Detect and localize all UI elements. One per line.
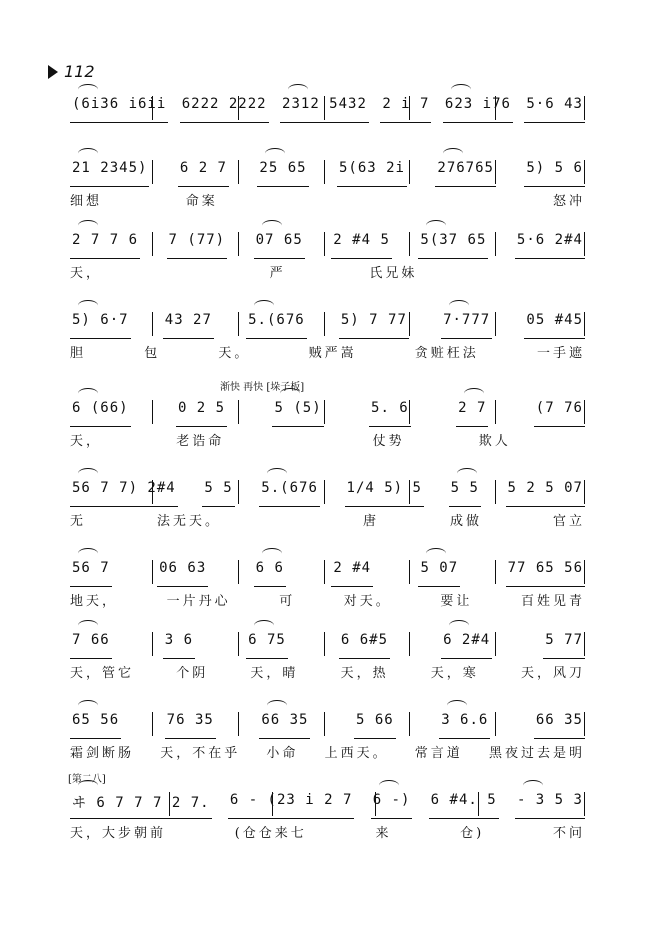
lyric-row [70,822,585,841]
bar-line [324,312,325,336]
measure: 66 35 [534,712,585,736]
lyric: 天。 [218,346,251,361]
measure: 5 07 [418,560,460,584]
lyric: 上西天。 [324,746,389,761]
bar-line [409,312,410,336]
bar-line [324,232,325,256]
bar-line [152,400,153,424]
bar-line [169,792,170,816]
note-row [70,560,585,584]
measure: 6 6 [254,560,286,584]
bar-line [584,312,585,336]
lyric: 成做 [449,514,482,529]
slur [78,700,98,711]
bar-line [152,632,153,656]
note-row [70,712,585,736]
bar-line [152,232,153,256]
lyric: 可 [279,594,296,609]
bar-line [584,96,585,120]
lyric: 老诰命 [176,434,225,449]
measure: 6 (66) [70,400,131,424]
slur [267,468,287,479]
slur [288,84,308,95]
measure: 5) 6·7 [70,312,131,336]
bar-line [584,480,585,504]
lyric: 天，风刀 [520,666,585,681]
bar-line [238,96,239,120]
bar-line [478,792,479,816]
measure: 5 77 [543,632,585,656]
lyric: 来 [375,826,392,841]
lyric: 天，管它 [70,666,135,681]
slur [265,148,285,159]
measure: 6 #4. 5 [429,792,499,816]
lyric: 怒冲 [552,194,585,209]
lyric: (仓仓来七 [234,826,307,841]
measure: 7 66 [70,632,112,656]
measure: ヰ 6 7 7 7 2 7. [70,792,212,816]
slur [78,780,98,791]
note-row [70,632,585,656]
bar-line [272,792,273,816]
measure: 5 (5) [272,400,323,424]
measure: 6 75 [246,632,288,656]
lyric: 贪赃枉法 [414,346,479,361]
bar-line [584,160,585,184]
bar-line [584,792,585,816]
slur [449,300,469,311]
lyric: 个阴 [176,666,209,681]
slur [78,468,98,479]
tempo-marking: [第二八] [68,774,106,785]
measure: 623 i76 [443,96,513,120]
measure: 3 6.6 [439,712,490,736]
lyric-row [70,742,585,761]
measure: 5(37 65 [418,232,488,256]
measure: 2 7 [456,400,488,424]
lyric: 无 [70,514,87,529]
bar-line [238,160,239,184]
measure: 2 i 7 [380,96,431,120]
measure: 5.(676 [259,480,320,504]
lyric: 细想 [70,194,103,209]
measure: 43 27 [163,312,214,336]
bar-line [584,232,585,256]
slur [262,548,282,559]
bar-line [409,160,410,184]
bar-line [152,560,153,584]
note-row [70,160,585,184]
lyric: 不问 [552,826,585,841]
slur [451,84,471,95]
lyric: 百姓见青 [520,594,585,609]
slur [267,700,287,711]
bar-line [238,632,239,656]
measure: 25 65 [257,160,308,184]
bar-line [375,792,376,816]
lyric: 要让 [440,594,473,609]
bar-line [409,712,410,736]
bar-line [584,400,585,424]
measure: 05 #45 [524,312,585,336]
lyric-row [70,190,585,209]
bar-line [238,312,239,336]
bar-line [238,400,239,424]
slur [443,148,463,159]
bar-line [495,312,496,336]
lyric-row [70,342,585,361]
slur [447,700,467,711]
measure: 6 -) [371,792,413,816]
bar-line [152,160,153,184]
bar-line [324,632,325,656]
bar-line [324,712,325,736]
lyric: 地天， [70,594,119,609]
page-number-text: 112 [64,62,95,81]
bar-line [495,232,496,256]
measure: 6222 2222 [180,96,269,120]
measure: - 3 5 3 [515,792,585,816]
measure: (7 76 [534,400,585,424]
slur [78,84,98,95]
measure: 6 - (23 i 2 7 [228,792,355,816]
bar-line [495,400,496,424]
bar-line [324,480,325,504]
slur [379,780,399,791]
bar-line [152,712,153,736]
note-row [70,312,585,336]
bar-line [238,712,239,736]
lyric: 常言道 [414,746,463,761]
bar-line [238,480,239,504]
measure: 07 65 [254,232,305,256]
lyric: 仓) [460,826,485,841]
bar-line [409,232,410,256]
lyric-row [70,662,585,681]
measure: 5(63 2i [337,160,407,184]
measure: 5.(676 [246,312,307,336]
measure: 0 2 5 [176,400,227,424]
measure: 2 7 7 6 [70,232,140,256]
lyric: 严 [269,266,286,281]
bar-line [152,96,153,120]
lyric: 胆 [70,346,87,361]
lyric-row [70,510,585,529]
slur [280,388,300,399]
slur [426,548,446,559]
lyric: 一手遮 [536,346,585,361]
lyric: 天， [70,434,103,449]
lyric: 天，热 [340,666,389,681]
measure: 06 63 [157,560,208,584]
note-row [70,232,585,256]
bar-line [409,400,410,424]
measure: 5 5 [202,480,234,504]
measure: 2312 5432 [280,96,369,120]
bar-line [495,480,496,504]
measure: 5 5 [449,480,481,504]
bar-line [152,312,153,336]
measure: 77 65 56 [506,560,585,584]
lyric: 法无天。 [157,514,222,529]
measure: 5) 5 6 [524,160,585,184]
slur [78,148,98,159]
lyric: 霜剑断肠 [70,746,135,761]
lyric: 天，寒 [430,666,479,681]
note-row [70,792,585,816]
slur [78,300,98,311]
lyric: 一片丹心 [166,594,231,609]
bar-line [495,712,496,736]
lyric: 天，晴 [250,666,299,681]
measure: 6 2 7 [178,160,229,184]
lyric: 欺人 [478,434,511,449]
measure: 2 #4 5 [331,232,392,256]
bar-line [495,96,496,120]
measure: 7·777 [441,312,492,336]
lyric: 唐 [362,514,379,529]
lyric: 官立 [552,514,585,529]
lyric: 氏兄妹 [369,266,418,281]
bar-line [409,96,410,120]
bar-line [324,560,325,584]
bar-line [152,480,153,504]
bar-line [409,480,410,504]
measure: 5·6 2#4 [515,232,585,256]
lyric: 贼严嵩 [308,346,357,361]
lyric: 包 [144,346,161,361]
measure: 56 7 [70,560,112,584]
measure: 5. 6 [369,400,411,424]
lyric-row [70,262,585,281]
bar-line [324,400,325,424]
measure: (6i36 i6ii [70,96,168,120]
bar-line [495,560,496,584]
lyric: 小命 [266,746,299,761]
measure: 276765 [435,160,496,184]
bar-line [495,632,496,656]
slur [254,300,274,311]
slur [426,220,446,231]
bar-line [584,632,585,656]
measure: 5 66 [354,712,396,736]
note-row [70,480,585,504]
slur [464,388,484,399]
measure: 2 #4 [331,560,373,584]
measure: 56 7 7) 2#4 [70,480,178,504]
lyric: 天，不在乎 [160,746,241,761]
bar-line [495,160,496,184]
bar-line [409,632,410,656]
lyric: 命案 [185,194,218,209]
measure: 76 35 [165,712,216,736]
measure: 5·6 43 [524,96,585,120]
lyric: 对天。 [343,594,392,609]
measure: 6 2#4 [441,632,492,656]
lyric: 天， [70,266,103,281]
measure: 5 2 5 07 [506,480,585,504]
bar-line [324,96,325,120]
measure: 5) 7 77 [339,312,409,336]
page-number [48,62,95,81]
note-row [70,96,585,120]
lyric: 天，大步朝前 [70,826,167,841]
slur [254,620,274,631]
bar-line [409,560,410,584]
slur [262,220,282,231]
note-row [70,400,585,424]
slur [78,620,98,631]
lyric-row [70,430,585,449]
measure: 6 6#5 [339,632,390,656]
lyric: 仗势 [372,434,405,449]
lyric: 黑夜过去是明 [488,746,585,761]
slur [78,220,98,231]
tempo-marking: 渐快 再快 [垛子板] [220,382,305,393]
bar-line [584,560,585,584]
slur [78,548,98,559]
measure: 7 (77) [167,232,228,256]
slur [449,620,469,631]
slur [457,468,477,479]
measure: 3 6 [163,632,195,656]
slur [78,388,98,399]
measure: 65 56 [70,712,121,736]
measure: 1/4 5) 5 [345,480,424,504]
slur [523,780,543,791]
lyric-row [70,590,585,609]
triangle-marker-icon [48,65,58,79]
bar-line [324,160,325,184]
bar-line [584,712,585,736]
measure: 21 2345) [70,160,149,184]
measure: 66 35 [259,712,310,736]
bar-line [238,232,239,256]
bar-line [238,560,239,584]
